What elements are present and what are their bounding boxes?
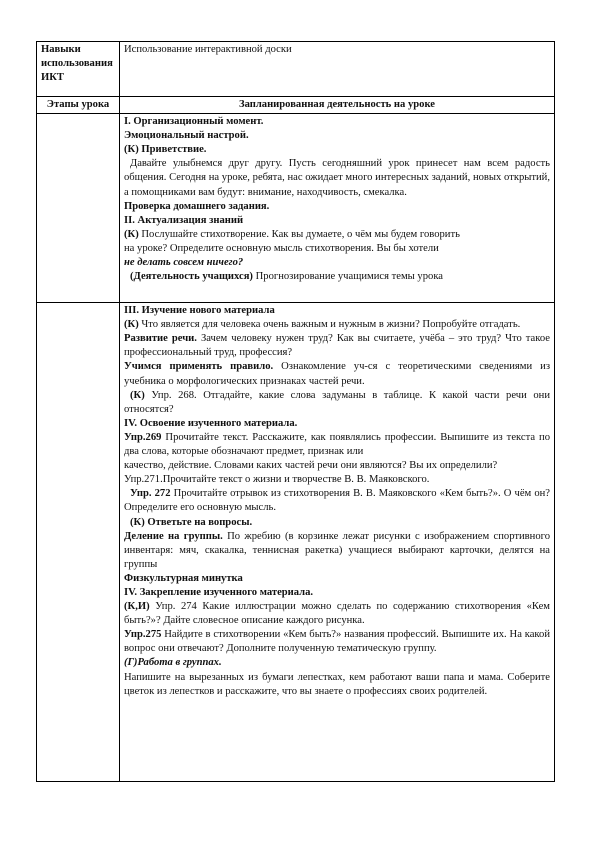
speech-development-label: Развитие речи. (124, 333, 197, 345)
stages-header-text: Этапы урока (46, 99, 110, 110)
riddle-task (124, 318, 550, 332)
ict-value-cell (120, 42, 555, 97)
group-division (124, 530, 550, 572)
exercise-269-text: Прочитайте текст. Расскажите, как появлялись профессии. Выпишите из текста по два слова, которые обозначают предмет, признак или (124, 431, 550, 458)
mastering-heading: IV. Освоение изученного материала. (124, 417, 298, 429)
students-activity (124, 270, 550, 284)
exercise-272-text: Прочитайте отрывок из стихотворения В. В. Маяковского «Кем быть?». О чём он? Определите его основную мысль. (124, 488, 550, 514)
poem-task-text: Послушайте стихотворение. Как вы думаете, о чём мы будем говорить (138, 228, 460, 240)
exercise-269-continued: качество, действие. Словами каких частей речи они являются? Вы их определили? (124, 460, 498, 472)
k-marker: (К) (130, 389, 145, 401)
exercise-271: Упр.271.Прочитайте текст о жизни и творчестве В. В. Маяковского. (124, 474, 430, 486)
knowledge-update-heading: II. Актуализация знаний (124, 214, 244, 226)
activity-header-text: Запланированная деятельность на уроке (238, 99, 435, 110)
k-marker: (К) (124, 319, 139, 331)
exercise-268-text: Упр. 268. Отгадайте, какие слова задуманы в таблице. К какой части речи они относятся? (124, 389, 550, 415)
activity-cell-1 (120, 114, 555, 303)
consolidation-heading: IV. Закрепление изученного материала. (124, 586, 314, 598)
exercise-272 (124, 487, 550, 515)
greeting-text: Давайте улыбнемся друг другу. Пусть сегодняшний урок принесет нам всем радость общения. Сегодня на уроке, ребята, нас ожидает много интересных заданий, новых открытий, а помощниками вам будут: внимание, находчивость, смекалка. (124, 158, 550, 198)
answer-questions: (К) Ответьте на вопросы. (130, 516, 253, 528)
poem-question: на уроке? Определите основную мысль стихотворения. Вы бы хотели (124, 242, 439, 254)
group-division-label: Деление на группы. (124, 530, 223, 542)
exercise-275 (124, 628, 550, 656)
stage-cell-2 (37, 303, 120, 782)
exercise-272-label: Упр. 272 (130, 488, 171, 500)
students-activity-label: (Деятельность учащихся) (130, 271, 253, 283)
stage-row-1 (37, 114, 555, 303)
new-material-heading: III. Изучение нового материала (124, 305, 275, 317)
poem-quote: не делать совсем ничего? (124, 257, 244, 269)
poem-task (124, 228, 550, 242)
emotional-mood-heading: Эмоциональный настрой. (124, 130, 249, 142)
rule-application-label: Учимся применять правило. (124, 361, 274, 373)
column-header-row (37, 97, 555, 114)
exercise-274-text: Упр. 274 Какие иллюстрации можно сделать по содержанию стихотворения «Кем быть?»? Дайте словесное описание каждого рисунка. (124, 601, 550, 627)
activity-cell-2 (120, 303, 555, 782)
rule-application-text: Ознакомление уч-ся с теоретическими сведениями из учебника о морфологических признаках частей речи. (124, 361, 551, 387)
exercise-269 (124, 431, 550, 459)
greeting-heading: (К) Приветствие. (124, 144, 207, 156)
riddle-task-text: Что является для человека очень важным и нужным в жизни? Попробуйте отгадать. (138, 319, 521, 331)
ict-row (37, 42, 555, 97)
speech-development (124, 332, 550, 360)
stages-header (37, 97, 120, 114)
stage-cell-1 (37, 114, 120, 303)
rule-application (124, 360, 550, 388)
group-division-text: По жребию (в корзинке лежат рисунки с изображением спортивного инвентаря: мяч, скакалка, теннисная ракетка) учащиеся выбирают карточки, делятся на группы (124, 530, 550, 570)
homework-check-heading: Проверка домашнего задания. (124, 200, 270, 212)
ict-label-cell (37, 42, 120, 97)
group-work-text: Напишите на вырезанных из бумаги лепестках, кем работают ваши папа и мама. Соберите цветок из лепестков и расскажите, что вы знаете о профессиях своих родителей. (124, 671, 550, 697)
group-work-heading: (Г)Работа в группах. (124, 657, 222, 669)
students-activity-text: Прогнозирование учащимися темы урока (252, 271, 444, 283)
org-moment-heading: I. Организационный момент. (124, 116, 264, 128)
stage-row-2 (37, 303, 555, 782)
ict-label: Навыки использования ИКТ (41, 44, 113, 84)
exercise-274 (124, 600, 550, 628)
physical-break: Физкультурная минутка (124, 572, 243, 584)
ict-value: Использование интерактивной доски (124, 44, 292, 55)
speech-development-text: Зачем человеку нужен труд? Как вы считаете, учёба – это труд? Что такое профессиональный труд, профессия? (124, 333, 550, 359)
exercise-269-label: Упр.269 (124, 431, 162, 443)
lesson-plan-table (36, 41, 555, 782)
exercise-275-text: Найдите в стихотворении «Кем быть?» названия профессий. Выпишите их. На какой вопрос они отвечают? Дополните полученную тематическую группу. (124, 629, 550, 655)
activity-header (120, 97, 555, 114)
exercise-275-label: Упр.275 (124, 629, 162, 641)
k-marker: (К) (124, 228, 139, 240)
ki-marker: (К,И) (124, 601, 150, 613)
exercise-268 (124, 389, 550, 417)
